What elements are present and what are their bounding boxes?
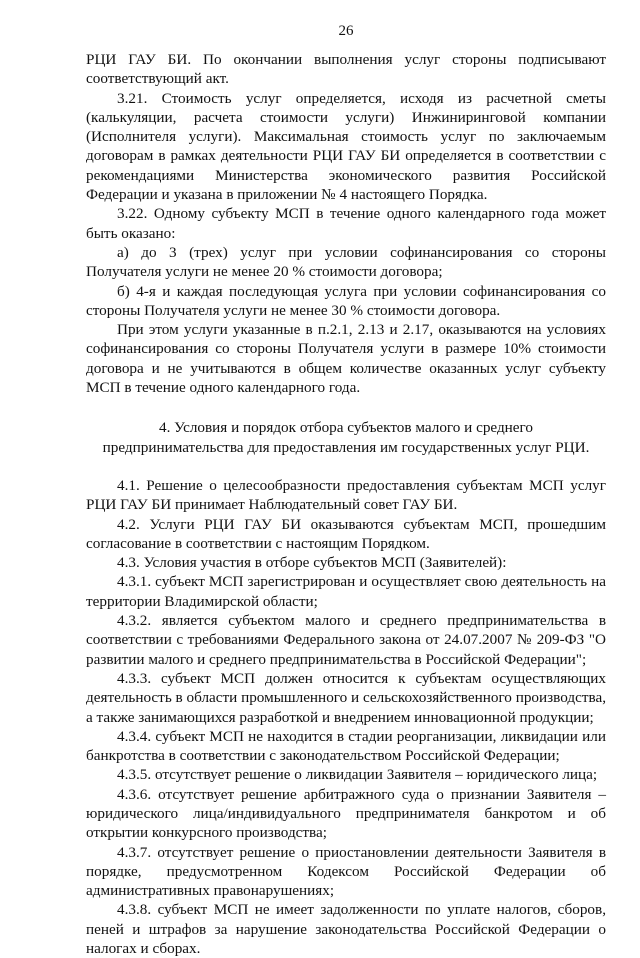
document-page	[86, 22, 606, 958]
paragraph-4-2: 4.2. Услуги РЦИ ГАУ БИ оказываются субъектам МСП, прошедшим согласование в соответствии с настоящим Порядком.	[86, 515, 606, 552]
paragraph-3-22-b: б) 4-я и каждая последующая услуга при условии софинансирования со стороны Получателя услуги не менее 30 % стоимости договора.	[86, 282, 606, 319]
page-number: 26	[338, 23, 354, 39]
paragraph-3-20-end: РЦИ ГАУ БИ. По окончании выполнения услуг стороны подписывают соответствующий акт.	[86, 51, 606, 88]
paragraph-4-3-4: 4.3.4. субъект МСП не находится в стадии реорганизации, ликвидации или банкротства в соответствии с законодательством Российской Федерации;	[86, 727, 606, 765]
document-body	[86, 50, 606, 958]
section-4-heading	[86, 418, 606, 457]
paragraph-4-3-6: 4.3.6. отсутствует решение арбитражного суда о признании Заявителя – юридического лица/индивидуального предпринимателя банкротом и об открытии конкурсного производства;	[86, 785, 606, 842]
paragraph-4-3-5: 4.3.5. отсутствует решение о ликвидации Заявителя – юридического лица;	[117, 766, 598, 784]
paragraph-3-22: 3.22. Одному субъекту МСП в течение одного календарного года может быть оказано:	[86, 205, 606, 242]
paragraph-4-3-2: 4.3.2. является субъектом малого и среднего предпринимательства в соответствии с требованиями Федерального закона от 24.07.2007 № 209-ФЗ "О развитии малого и среднего предпринимательства в Российской Федерации";	[86, 612, 606, 668]
paragraph-3-22-note: При этом услуги указанные в п.2.1, 2.13 и 2.17, оказываются на условиях софинансирования со стороны Получателя услуги в размере 10% стоимости договора и не учитываются в общем количестве оказанных услуг субъекту МСП в течение одного календарного года.	[86, 321, 606, 397]
paragraph-3-22-a: а) до 3 (трех) услуг при условии софинансирования со стороны Получателя услуги не менее 20 % стоимости договора;	[86, 243, 606, 281]
section-4-heading-line-1: 4. Условия и порядок отбора субъектов малого и среднего	[158, 419, 533, 437]
paragraph-4-3-8: 4.3.8. субъект МСП не имеет задолженности по уплате налогов, сборов, пеней и штрафов за нарушение законодательства Российской Федерации о налогах и сборах.	[86, 901, 606, 958]
paragraph-4-3-1: 4.3.1. субъект МСП зарегистрирован и осуществляет свою деятельность на территории Владимирской области;	[86, 573, 606, 610]
paragraph-4-1: 4.1. Решение о целесообразности предоставления субъектам МСП услуг РЦИ ГАУ БИ принимает Наблюдательный совет ГАУ БИ.	[86, 476, 606, 514]
paragraph-4-3-7: 4.3.7. отсутствует решение о приостановлении деятельности Заявителя в порядке, предусмотренном Кодексом Российской Федерации об административных правонарушениях;	[86, 843, 606, 900]
paragraph-3-21: 3.21. Стоимость услуг определяется, исходя из расчетной сметы (калькуляции, расчета стоимости услуги) Инжиниринговой компании (Исполнителя услуги). Максимальная стоимость услуг по заключаемым договорам в рамках деятельности РЦИ ГАУ БИ определяется в соответствии с рекомендациями Министерства экономического развития Российской Федерации и указана в приложении № 4 настоящего Порядка.	[86, 89, 606, 204]
section-4-heading-line-2: предпринимательства для предоставления им государственных услуг РЦИ.	[102, 438, 590, 456]
paragraph-4-3-3: 4.3.3. субъект МСП должен относится к субъектам осуществляющих деятельность в области промышленного и сельскохозяйственного производства, а также занимающихся разработкой и внедрением инновационной продукции;	[86, 669, 606, 726]
paragraph-4-3: 4.3. Условия участия в отборе субъектов МСП (Заявителей):	[117, 554, 507, 572]
